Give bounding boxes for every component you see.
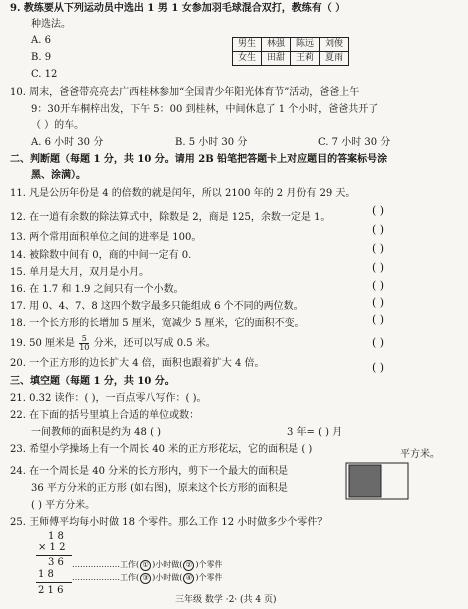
answer-paren: ( ) <box>372 242 385 255</box>
open-paren: ( <box>136 560 140 569</box>
q22-line2: 一间教师的面积是约为 48 ( ) <box>31 427 162 438</box>
q24-line1: 24. 在一个周长是 40 分米的长方形内，剪下一个最大的面积是 <box>10 466 289 477</box>
section-3-title: 三、填空题（每题 1 分，共 10 分。 <box>10 376 175 387</box>
page-footer: 三年级 数学 ·2· (共 4 页) <box>175 595 277 605</box>
q22-line1: 22. 在下面的括号里填上合适的单位或数： <box>10 410 200 421</box>
q14: 14. 被除数中间有 0，商的中间一定有 0. <box>10 250 192 261</box>
work-row-1 <box>72 560 223 571</box>
circled-number: ② <box>183 560 194 571</box>
answer-paren: ( ) <box>372 261 385 274</box>
q9-option-b: B. 9 <box>31 52 52 63</box>
calc-rule <box>36 555 72 556</box>
open-paren: ( <box>136 573 140 582</box>
female-name: 王莉 <box>291 52 320 66</box>
section-2-title: 二、判断题（每题 1 分，共 10 分。请用 2B 铅笔把答题卡上对应题目的答案标号涂 <box>10 154 388 165</box>
answer-paren: ( ) <box>372 361 385 374</box>
male-name: 陈远 <box>291 38 320 52</box>
female-label: 女生 <box>233 52 262 66</box>
q18: 18. 一个长方形的长增加 5 厘米，宽减少 5 厘米，它的面积不变。 <box>10 318 305 329</box>
q10-line1: 10. 周末，爸爸带亮亮去广西桂林参加“全国青少年阳光体育节”活动，爸爸上午 <box>10 87 360 98</box>
fraction <box>79 335 89 352</box>
rectangle-square-figure <box>345 462 421 500</box>
circled-number: ① <box>140 560 151 571</box>
q10-option-c: C. 7 小时 30 分 <box>318 137 391 148</box>
q17: 17. 用 0、4、7、8 这四个数字最多只能组成 6 个不同的两位数。 <box>10 301 304 312</box>
q10-option-a: A. 6 小时 30 分 <box>31 137 104 148</box>
q22-line2b: 3 年= ( ) 月 <box>287 427 343 438</box>
q9-line2: 种选法。 <box>31 19 71 30</box>
work-row-text: )个零件 <box>195 573 223 582</box>
work-row-2 <box>72 573 223 584</box>
q9-option-c: C. 12 <box>31 69 58 80</box>
q19-suffix: 分米，还可以写成 0.5 米。 <box>93 338 216 349</box>
answer-paren: ( ) <box>372 296 385 309</box>
work-row-text: )个零件 <box>195 560 223 569</box>
male-name: 林强 <box>262 38 291 52</box>
q10-option-b: B. 5 小时 30 分 <box>175 137 248 148</box>
q24-line3: ( ) 平方分米。 <box>31 500 96 511</box>
female-name: 夏雨 <box>320 52 349 66</box>
answer-paren: ( ) <box>372 313 385 326</box>
answer-paren: ( ) <box>372 336 385 349</box>
fraction-denominator: 10 <box>79 343 90 352</box>
q11: 11. 凡是公历年份是 4 的倍数的就是闰年，所以 2100 年的 2 月份有 29 天。 <box>10 188 356 199</box>
q23-unit: 平方米。 <box>400 449 440 460</box>
answer-paren: ( ) <box>372 204 385 217</box>
q13: 13. 两个常用面积单位之间的进率是 100。 <box>10 232 202 243</box>
q24-line2: 36 平方分米的正方形 (如右图)，原来这个长方形的面积是 <box>31 483 288 494</box>
fraction-numerator: 5 <box>79 335 89 344</box>
calc-partial-2: 1 8 <box>38 569 54 580</box>
q10-line2: 9：30开车桐梓出发，下午 5：00 到桂林，中间休息了 1 个小时，爸爸共开了 <box>31 104 379 115</box>
q12: 12. 在一道有余数的除法算式中，除数是 2，商是 125，余数一定是 1。 <box>10 212 331 223</box>
athlete-table <box>232 37 349 66</box>
q9-option-a: A. 6 <box>31 35 51 46</box>
q9-line1: 9. 教练要从下列运动员中选出 1 男 1 女参加羽毛球混合双打，教练有（ ） <box>10 3 346 14</box>
calc-multiplier: × 1 2 <box>38 542 66 553</box>
q16: 16. 在 1.7 和 1.9 之间只有一个小数。 <box>10 284 184 295</box>
circled-number: ④ <box>183 573 194 584</box>
male-name: 刘俊 <box>320 38 349 52</box>
q21: 21. 0.32 读作：( )，一百点零八写作：( )。 <box>10 393 207 404</box>
section-2-title-cont: 黑、涂满）。 <box>31 170 86 181</box>
q19-prefix: 19. 50 厘米是 <box>10 338 75 349</box>
q20: 20. 一个正方形的边长扩大 4 倍，面积也跟着扩大 4 倍。 <box>10 358 265 369</box>
q25-line1: 25. 王师傅平均每小时做 18 个零件。那么工作 12 小时做多少个零件？ <box>10 517 328 528</box>
calc-product: 2 1 6 <box>38 585 64 596</box>
calc-rule <box>36 582 72 583</box>
q19 <box>10 335 216 352</box>
answer-paren: ( ) <box>372 279 385 292</box>
calc-multiplicand: 1 8 <box>48 531 64 542</box>
q15: 15. 单月是大月，双月是小月。 <box>10 267 150 278</box>
answer-paren: ( ) <box>372 223 385 236</box>
work-row-text: )小时做( <box>152 573 183 582</box>
work-row-label: ………………工作 <box>72 573 136 582</box>
male-label: 男生 <box>233 38 262 52</box>
q23-line1: 23. 希望小学操场上有一个周长 40 米的正方形花坛，它的面积是 ( ) <box>10 444 313 455</box>
work-row-label: ………………工作 <box>72 560 136 569</box>
calc-partial-1: 3 6 <box>48 557 64 568</box>
female-name: 田甜 <box>262 52 291 66</box>
circled-number: ③ <box>140 573 151 584</box>
q10-line3: （ ）的车。 <box>31 120 85 131</box>
work-row-text: )小时做( <box>152 560 183 569</box>
